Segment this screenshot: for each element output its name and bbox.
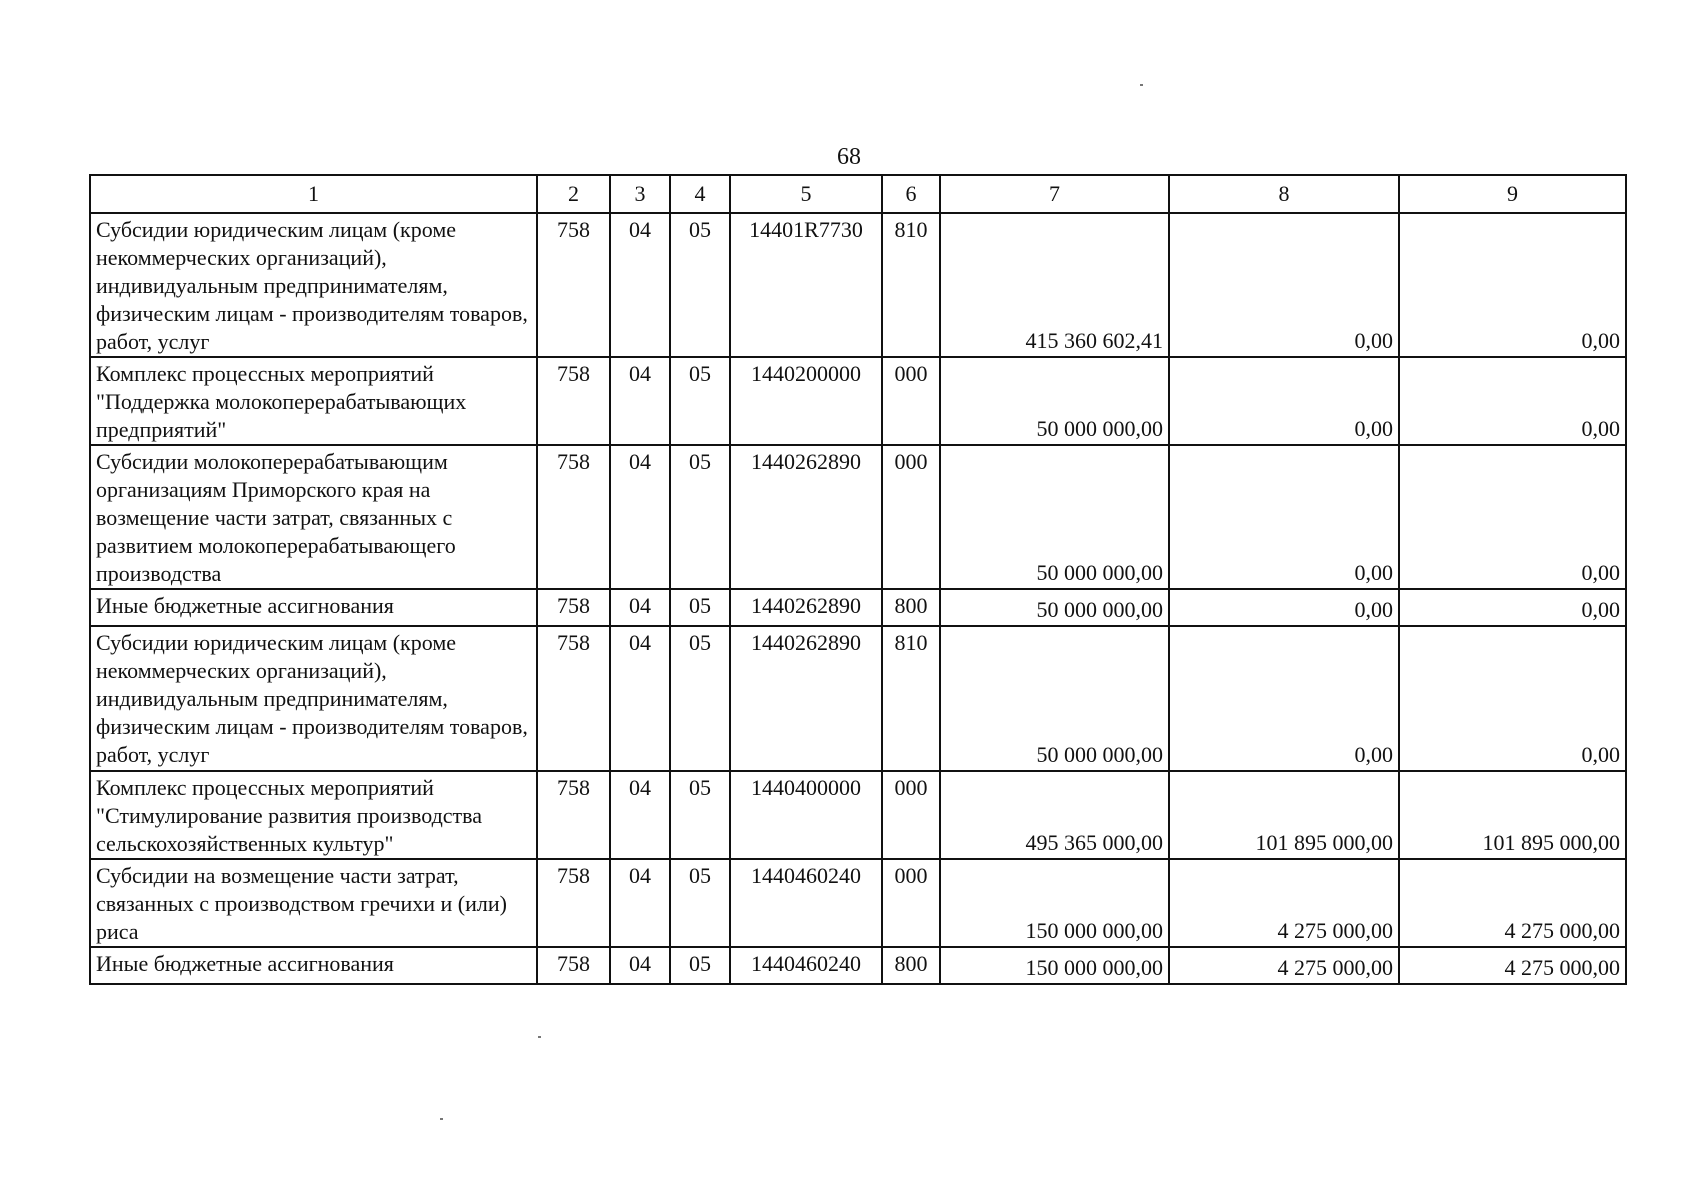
amount-col9: 0,00 bbox=[1399, 445, 1626, 589]
subsection-code: 05 bbox=[670, 859, 730, 947]
amount-col8: 0,00 bbox=[1169, 589, 1399, 626]
target-article-code: 1440262890 bbox=[730, 626, 882, 771]
column-number: 2 bbox=[537, 175, 610, 213]
page-number: 68 bbox=[837, 144, 861, 170]
target-article-code: 1440460240 bbox=[730, 947, 882, 984]
amount-col8: 0,00 bbox=[1169, 213, 1399, 357]
row-name: Комплекс процессных мероприятий "Стимулирование развития производства сельскохозяйственных культур" bbox=[90, 771, 537, 859]
column-number: 7 bbox=[940, 175, 1169, 213]
target-article-code: 1440200000 bbox=[730, 357, 882, 445]
column-number: 3 bbox=[610, 175, 670, 213]
row-name: Субсидии юридическим лицам (кроме некоммерческих организаций), индивидуальным предпринимателям, физическим лицам - производителям товаров, работ, услуг bbox=[90, 213, 537, 357]
target-article-code: 1440262890 bbox=[730, 589, 882, 626]
expense-type-code: 800 bbox=[882, 589, 940, 626]
amount-col9: 0,00 bbox=[1399, 626, 1626, 771]
ministry-code: 758 bbox=[537, 771, 610, 859]
amount-col9: 101 895 000,00 bbox=[1399, 771, 1626, 859]
amount-col7: 415 360 602,41 bbox=[940, 213, 1169, 357]
amount-col7: 50 000 000,00 bbox=[940, 626, 1169, 771]
target-article-code: 1440262890 bbox=[730, 445, 882, 589]
amount-col9: 4 275 000,00 bbox=[1399, 947, 1626, 984]
table-row bbox=[90, 357, 1626, 445]
column-number: 9 bbox=[1399, 175, 1626, 213]
subsection-code: 05 bbox=[670, 213, 730, 357]
amount-col8: 0,00 bbox=[1169, 357, 1399, 445]
table-row bbox=[90, 947, 1626, 984]
subsection-code: 05 bbox=[670, 589, 730, 626]
subsection-code: 05 bbox=[670, 947, 730, 984]
table-row bbox=[90, 213, 1626, 357]
expense-type-code: 000 bbox=[882, 357, 940, 445]
ministry-code: 758 bbox=[537, 626, 610, 771]
row-name: Иные бюджетные ассигнования bbox=[90, 947, 537, 984]
scan-speck bbox=[1140, 84, 1143, 86]
amount-col7: 50 000 000,00 bbox=[940, 445, 1169, 589]
table-row bbox=[90, 445, 1626, 589]
ministry-code: 758 bbox=[537, 213, 610, 357]
ministry-code: 758 bbox=[537, 947, 610, 984]
expense-type-code: 000 bbox=[882, 859, 940, 947]
amount-col7: 495 365 000,00 bbox=[940, 771, 1169, 859]
section-code: 04 bbox=[610, 859, 670, 947]
table-row bbox=[90, 626, 1626, 771]
row-name: Субсидии юридическим лицам (кроме некоммерческих организаций), индивидуальным предпринимателям, физическим лицам - производителям товаров, работ, услуг bbox=[90, 626, 537, 771]
column-number: 1 bbox=[90, 175, 537, 213]
section-code: 04 bbox=[610, 947, 670, 984]
amount-col9: 4 275 000,00 bbox=[1399, 859, 1626, 947]
section-code: 04 bbox=[610, 589, 670, 626]
amount-col7: 50 000 000,00 bbox=[940, 357, 1169, 445]
expense-type-code: 000 bbox=[882, 771, 940, 859]
subsection-code: 05 bbox=[670, 445, 730, 589]
amount-col7: 150 000 000,00 bbox=[940, 947, 1169, 984]
ministry-code: 758 bbox=[537, 445, 610, 589]
amount-col8: 101 895 000,00 bbox=[1169, 771, 1399, 859]
section-code: 04 bbox=[610, 626, 670, 771]
row-name: Субсидии на возмещение части затрат, связанных с производством гречихи и (или) риса bbox=[90, 859, 537, 947]
expense-type-code: 800 bbox=[882, 947, 940, 984]
target-article-code: 1440460240 bbox=[730, 859, 882, 947]
row-name: Иные бюджетные ассигнования bbox=[90, 589, 537, 626]
section-code: 04 bbox=[610, 445, 670, 589]
amount-col8: 4 275 000,00 bbox=[1169, 947, 1399, 984]
column-number: 4 bbox=[670, 175, 730, 213]
subsection-code: 05 bbox=[670, 771, 730, 859]
budget-table bbox=[89, 174, 1627, 985]
expense-type-code: 810 bbox=[882, 626, 940, 771]
ministry-code: 758 bbox=[537, 859, 610, 947]
table-row bbox=[90, 859, 1626, 947]
amount-col7: 150 000 000,00 bbox=[940, 859, 1169, 947]
column-number: 8 bbox=[1169, 175, 1399, 213]
ministry-code: 758 bbox=[537, 589, 610, 626]
amount-col7: 50 000 000,00 bbox=[940, 589, 1169, 626]
section-code: 04 bbox=[610, 357, 670, 445]
scan-speck bbox=[538, 1036, 541, 1038]
column-number: 6 bbox=[882, 175, 940, 213]
target-article-code: 14401R7730 bbox=[730, 213, 882, 357]
subsection-code: 05 bbox=[670, 357, 730, 445]
column-number: 5 bbox=[730, 175, 882, 213]
amount-col9: 0,00 bbox=[1399, 357, 1626, 445]
table-row bbox=[90, 589, 1626, 626]
scan-speck bbox=[440, 1118, 443, 1120]
section-code: 04 bbox=[610, 771, 670, 859]
amount-col9: 0,00 bbox=[1399, 213, 1626, 357]
amount-col9: 0,00 bbox=[1399, 589, 1626, 626]
expense-type-code: 000 bbox=[882, 445, 940, 589]
ministry-code: 758 bbox=[537, 357, 610, 445]
section-code: 04 bbox=[610, 213, 670, 357]
target-article-code: 1440400000 bbox=[730, 771, 882, 859]
table-row bbox=[90, 771, 1626, 859]
row-name: Комплекс процессных мероприятий "Поддержка молокоперерабатывающих предприятий" bbox=[90, 357, 537, 445]
row-name: Субсидии молокоперерабатывающим организациям Приморского края на возмещение части затрат, связанных с развитием молокоперерабатывающего производства bbox=[90, 445, 537, 589]
expense-type-code: 810 bbox=[882, 213, 940, 357]
subsection-code: 05 bbox=[670, 626, 730, 771]
amount-col8: 4 275 000,00 bbox=[1169, 859, 1399, 947]
amount-col8: 0,00 bbox=[1169, 445, 1399, 589]
amount-col8: 0,00 bbox=[1169, 626, 1399, 771]
column-number-row bbox=[90, 175, 1626, 213]
